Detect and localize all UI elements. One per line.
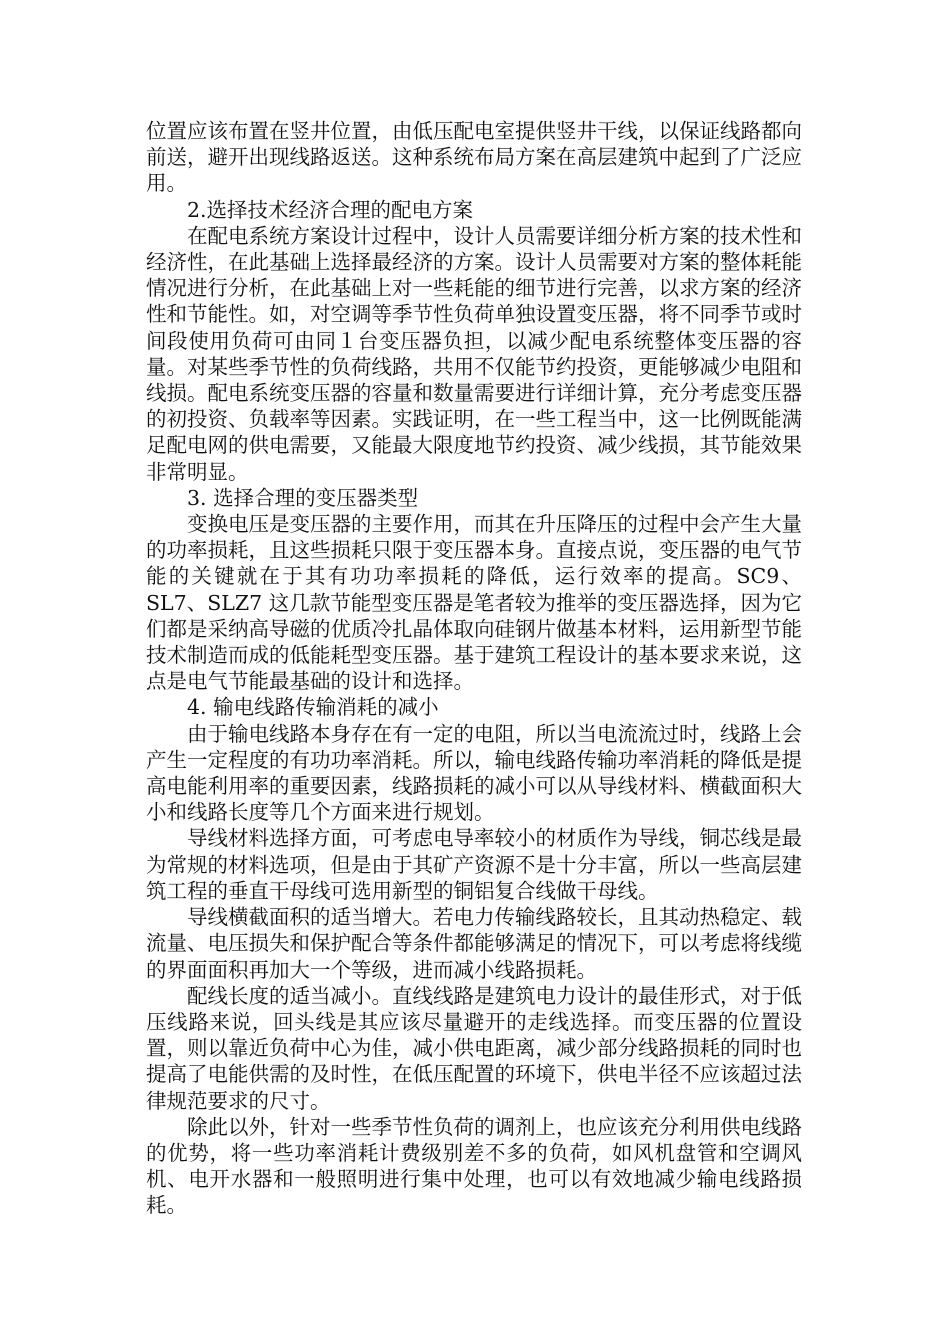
section-heading-4: 4. 输电线路传输消耗的减小 bbox=[187, 695, 439, 720]
paragraph-distribution-scheme: 在配电系统方案设计过程中，设计人员需要详细分析方案的技术性和经济性，在此基础上选择最经济的方案。设计人员需要对方案的整体耗能情况进行分析，在此基础上对一些耗能的细节进行完善，以求方案的经济性和节能性。如，对空调等季节性负荷单独设置变压器，将不同季节或时间段使用负荷可由同１台变压器负担，以减少配电系统整体变压器的容量。对某些季节性的负荷线路，共用不仅能节约投资，更能够减少电阻和线损。配电系统变压器的容量和数量需要进行详细计算，充分考虑变压器的初投资、负载率等因素。实践证明，在一些工程当中，这一比例既能满足配电网的供电需要，又能最大限度地节约投资、减少线损，其节能效果非常明显。 bbox=[146, 223, 802, 484]
document-body bbox=[146, 118, 802, 1219]
paragraph-line-loss: 由于输电线路本身存在有一定的电阻，所以当电流流过时，线路上会产生一定程度的有功功率消耗。所以，输电线路传输功率消耗的降低是提高电能利用率的重要因素，线路损耗的减小可以从导线材料、横截面积大小和线路长度等几个方面来进行规划。 bbox=[146, 721, 802, 825]
section-heading-3: 3. 选择合理的变压器类型 bbox=[187, 485, 419, 510]
paragraph-wiring-length: 配线长度的适当减小。直线线路是建筑电力设计的最佳形式，对于低压线路来说，回头线是其应该尽量避开的走线选择。而变压器的位置设置，则以靠近负荷中心为佳，减小供电距离，减少部分线路损耗的同时也提高了电能供需的及时性，在低压配置的环境下，供电半径不应该超过法律规范要求的尺寸。 bbox=[146, 983, 802, 1113]
paragraph-transformer-type: 变换电压是变压器的主要作用，而其在升压降压的过程中会产生大量的功率损耗，且这些损耗只限于变压器本身。直接点说，变压器的电气节能的关键就在于其有功功率损耗的降低，运行效率的提高。SC9、SL7、SLZ7 这几款节能型变压器是笔者较为推举的变压器选择，因为它们都是采纳高导磁的优质冷扎晶体取向硅钢片做基本材料，运用新型节能技术制造而成的低能耗型变压器。基于建筑工程设计的基本要求来说，这点是电气节能最基础的设计和选择。 bbox=[146, 512, 802, 694]
section-heading-2: 2.选择技术经济合理的配电方案 bbox=[187, 197, 474, 222]
paragraph-riser-layout: 位置应该布置在竖井位置，由低压配电室提供竖井干线，以保证线路都向前送，避开出现线路返送。这种系统布局方案在高层建筑中起到了广泛应用。 bbox=[146, 119, 802, 196]
paragraph-cross-section: 导线横截面积的适当增大。若电力传输线路较长，且其动热稳定、载流量、电压损失和保护配合等条件都能够满足的情况下，可以考虑将线缆的界面面积再加大一个等级，进而减小线路损耗。 bbox=[146, 905, 802, 982]
paragraph-conductor-material: 导线材料选择方面，可考虑电导率较小的材质作为导线，铜芯线是最为常规的材料选项，但是由于其矿产资源不是十分丰富，所以一些高层建筑工程的垂直干母线可选用新型的铜铝复合线做干母线。 bbox=[146, 826, 802, 903]
paragraph-seasonal-load: 除此以外，针对一些季节性负荷的调剂上，也应该充分利用供电线路的优势，将一些功率消耗计费级别差不多的负荷，如风机盘管和空调风机、电开水器和一般照明进行集中处理，也可以有效地减少输电线路损耗。 bbox=[146, 1114, 802, 1218]
